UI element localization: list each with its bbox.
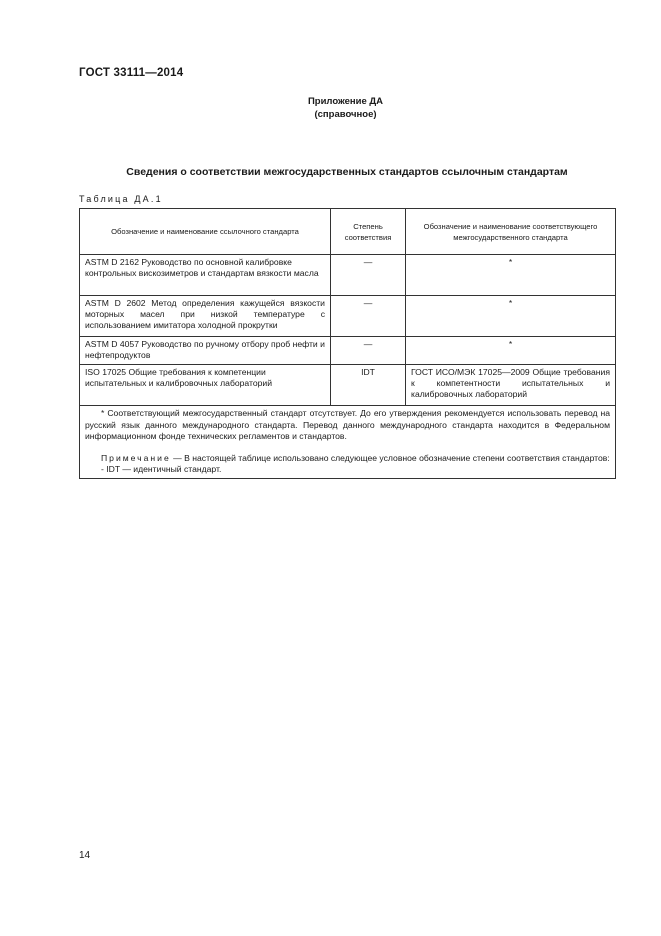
- corresponding-cell: *: [406, 337, 616, 365]
- page-number: 14: [79, 850, 91, 861]
- appendix-heading: [0, 95, 661, 121]
- table-footnote-row: [80, 406, 616, 479]
- note-text: — В настоящей таблице использовано следующее условное обозначение степени соответствия стандартов:: [173, 452, 610, 463]
- reference-cell: ISO 17025 Общие требования к компетенции испытательных и калибровочных лабораторий: [80, 365, 331, 406]
- reference-cell: ASTM D 2602 Метод определения кажущейся вязкости моторных масел при низкой температуре с использованием имитатора холодной прокрутки: [80, 296, 331, 337]
- degree-cell: —: [331, 296, 406, 337]
- header-degree: Степень соответствия: [331, 209, 406, 255]
- header-corresponding-standard: Обозначение и наименование соответствующего межгосударственного стандарта: [406, 209, 616, 255]
- appendix-title: Приложение ДА: [307, 96, 384, 107]
- table-row: [80, 255, 616, 296]
- reference-cell: ASTM D 4057 Руководство по ручному отбору проб нефти и нефтепродуктов: [80, 337, 331, 365]
- correspondence-table: [79, 208, 616, 479]
- table-label: Таблица ДА.1: [79, 194, 163, 204]
- table-note: [85, 453, 610, 465]
- header-reference-standard: Обозначение и наименование ссылочного стандарта: [80, 209, 331, 255]
- document-code: ГОСТ 33111—2014: [79, 67, 184, 79]
- reference-cell: ASTM D 2162 Руководство по основной калибровке контрольных вискозиметров и стандартам вязкости масла: [80, 255, 331, 296]
- note-list-item: - IDT — идентичный стандарт.: [101, 464, 222, 474]
- note-label: Примечание: [101, 452, 171, 463]
- table-row: [80, 296, 616, 337]
- degree-cell: —: [331, 337, 406, 365]
- footnote-text: * Соответствующий межгосударственный стандарт отсутствует. До его утверждения рекомендуется использовать перевод на русский язык данного международного стандарта. Перевод данного международного стандарта находится в Федеральном информационном фонде технических регламентов и стандартов.: [85, 408, 610, 441]
- footnote-cell: [80, 406, 616, 479]
- table-row: [80, 337, 616, 365]
- table-header-row: [80, 209, 616, 255]
- corresponding-cell: *: [406, 255, 616, 296]
- degree-cell: —: [331, 255, 406, 296]
- degree-cell: IDT: [331, 365, 406, 406]
- table-row: [80, 365, 616, 406]
- appendix-subtitle: (справочное): [314, 109, 377, 120]
- corresponding-cell: ГОСТ ИСО/МЭК 17025—2009 Общие требования к компетентности испытательных и калибровочных лабораторий: [406, 365, 616, 406]
- section-title: Сведения о соответствии межгосударственных стандартов ссылочным стандартам: [126, 166, 568, 178]
- corresponding-cell: *: [406, 296, 616, 337]
